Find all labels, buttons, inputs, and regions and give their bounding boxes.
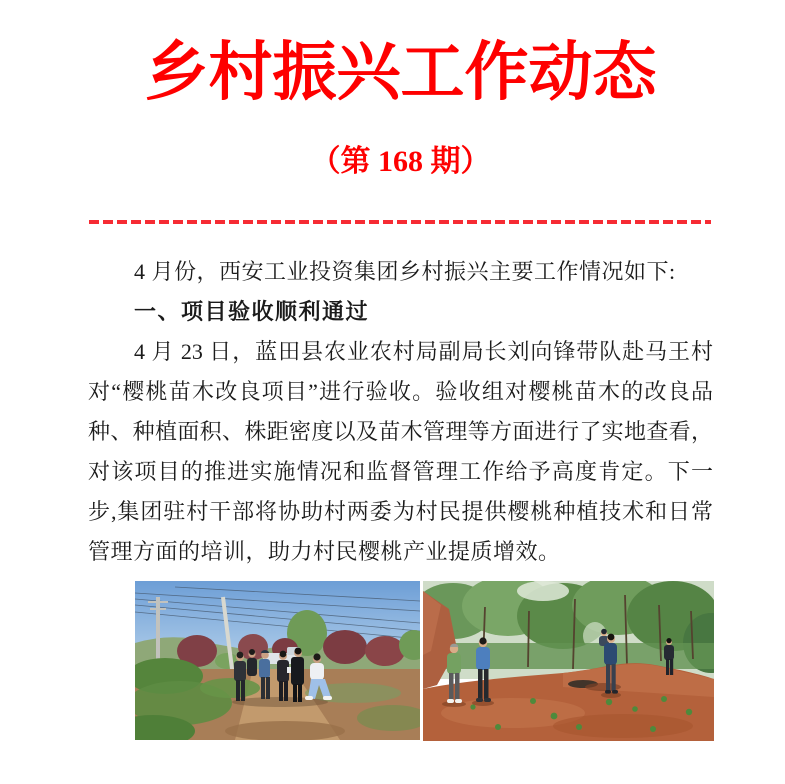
hillside-seedling-site-photo: [423, 581, 714, 741]
paragraph-line: 管理方面的培训，助力村民樱桃产业提质增效。: [88, 539, 561, 564]
paragraph-line: 对该项目的推进实施情况和监督管理工作给予高度肯定。下一: [88, 459, 713, 484]
section-heading: 一、项目验收顺利通过: [134, 299, 370, 324]
intro-line: 4 月份，西安工业投资集团乡村振兴主要工作情况如下:: [134, 259, 676, 284]
red-dashed-divider: [89, 220, 711, 224]
field-inspection-walk-photo: [135, 581, 420, 740]
paragraph-line: 对“樱桃苗木改良项目”进行验收。验收组对樱桃苗木的改良品: [88, 379, 714, 404]
paragraph-line: 种、种植面积、株距密度以及苗木管理等方面进行了实地查看，: [88, 419, 713, 444]
paragraph-line: 4 月 23 日，蓝田县农业农村局副局长刘向锋带队赴马王村: [134, 339, 713, 364]
photos-row: [135, 581, 714, 741]
paragraph-line: 步,集团驻村干部将协助村两委为村民提供樱桃种植技术和日常: [88, 499, 713, 524]
document-title: 乡村振兴工作动态: [144, 37, 657, 108]
issue-number: （第 168 期）: [310, 145, 491, 178]
body-text: [88, 252, 713, 572]
